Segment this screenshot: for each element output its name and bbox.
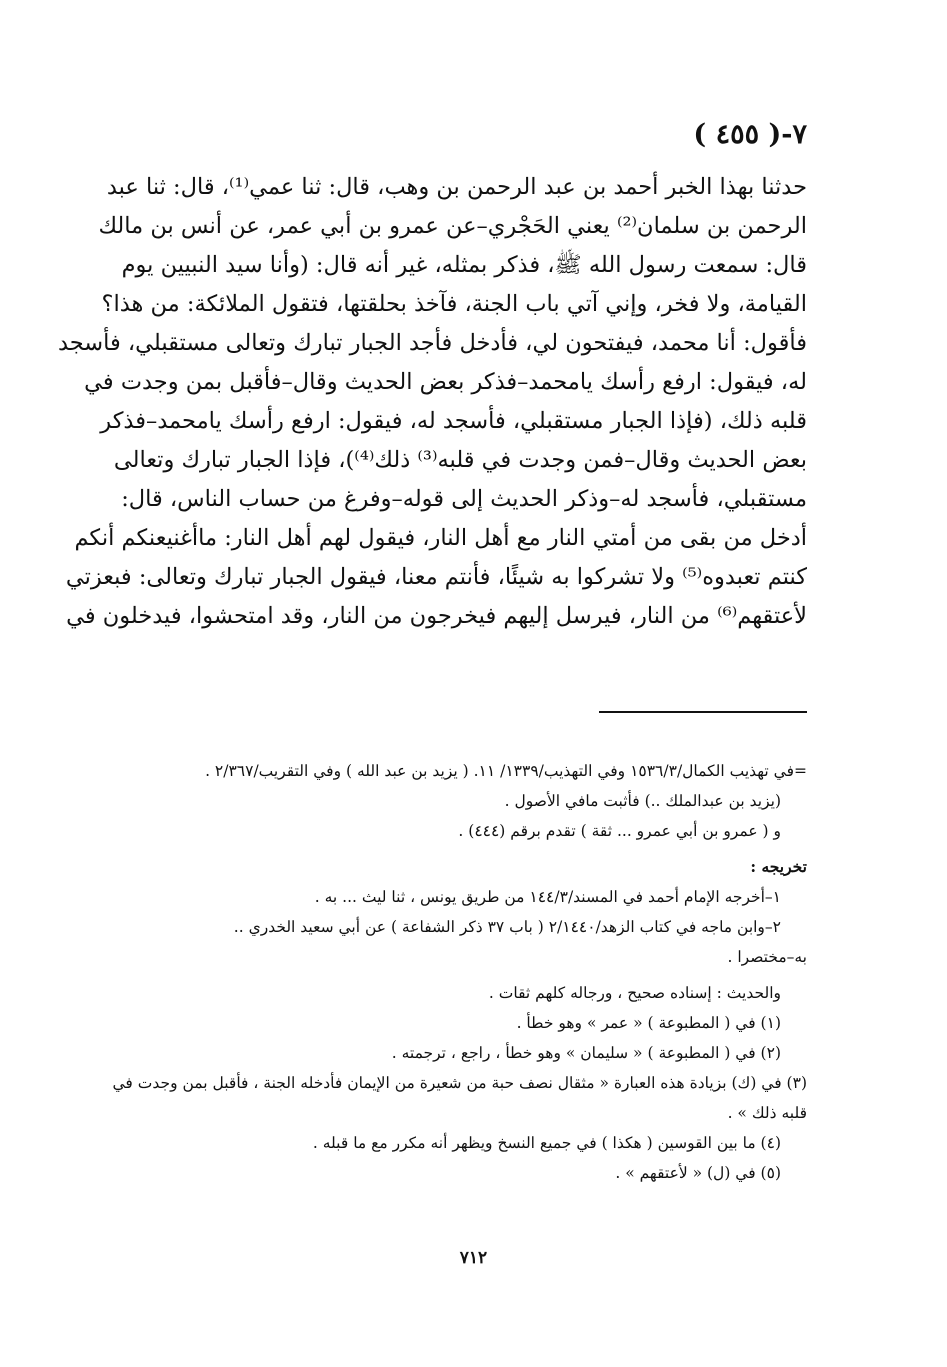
footnote-item-4: (٤) ما بين القوسين ( هكذا ) في جميع النسخ ويظهر أنه مكرر مع ما قبله .: [312, 1134, 781, 1152]
main-text-line: قال: سمعت رسول الله ﷺ، فذكر بمثله، غير أنه قال: (وأنا سيد النبيين يوم: [121, 252, 807, 278]
footnote-line: و ( عمرو بن أبي عمرو ... ثقة ) تقدم برقم (٤٤٤) .: [458, 822, 781, 840]
main-text-line: القيامة، ولا فخر، وإني آتي باب الجنة، فآخذ بحلقتها، فتقول الملائكة: من هذا؟: [101, 291, 807, 317]
footnote-line: به–مختصرا .: [727, 948, 807, 966]
footnote-line: ١–أخرجه الإمام أحمد في المسند/١٤٤/٣ من طريق يونس ، ثنا ليث ... به .: [314, 888, 781, 906]
footnote-line: ٢–وابن ماجه في كتاب الزهد/٢/١٤٤٠ ( باب ٣٧ ذكر الشفاعة ) عن أبي سعيد الخدري ..: [233, 918, 781, 936]
main-text-block: [57, 168, 807, 636]
footnote-separator: [599, 711, 807, 713]
main-text-line: الرحمن بن سلمان⁽²⁾ يعني الحَجْري–عن عمرو بن أبي عمر، عن أنس بن مالك: [98, 213, 807, 239]
hadith-number-heading: ٧-( ٤٥٥ ): [693, 119, 807, 150]
footnote-item-2: (٢) في ( المطبوعة ) « سليمان » وهو خطأ ، راجع ، ترجمته .: [391, 1044, 781, 1062]
page-number: ٧١٢: [459, 1248, 488, 1268]
main-text-line: كنتم تعبدوه⁽⁵⁾ ولا تشركوا به شيئًا، فأنتم معنا، فيقول الجبار تبارك وتعالى: فبعزتي: [65, 564, 807, 590]
main-text-line: أدخل من بقى من أمتي النار مع أهل النار، فيقول لهم أهل النار: ماأغنيعنكم أنكم: [74, 525, 807, 551]
main-text-line: بعض الحديث وقال–فمن وجدت في قلبه⁽³⁾ ذلك⁽⁴⁾)، فإذا الجبار تبارك وتعالى: [113, 447, 807, 473]
footnote-line: =في تهذيب الكمال/١٥٣٦/٣ وفي التهذيب/١٣٣٩/ ١١. ( يزيد بن عبد الله ) وفي التقريب/٢/٣٦٧ .: [205, 762, 807, 780]
main-text-line: حدثنا بهذا الخبر أحمد بن عبد الرحمن بن وهب، قال: ثنا عمي⁽¹⁾، قال: ثنا عبد: [106, 174, 807, 200]
footnotes-block: [112, 756, 807, 1188]
footnote-item-5: (٥) في (ل) « لأعتقهم » .: [615, 1164, 781, 1182]
footnote-line: قلبه ذلك » .: [727, 1104, 807, 1122]
footnote-line: (يزيد بن عبدالملك ..) فأثبت مافي الأصول .: [504, 792, 781, 810]
main-text-line: قلبه ذلك، (فإذا الجبار مستقبلي، فأسجد له، فيقول: ارفع رأسك يامحمد–فذكر: [100, 408, 807, 434]
main-text-line: فأقول: أنا محمد، فيفتحون لي، فأدخل فأجد الجبار تبارك وتعالى مستقبلي، فأسجد: [57, 330, 807, 356]
takhrij-heading: تخريجه :: [750, 857, 807, 876]
main-text-line: له، فيقول: ارفع رأسك يامحمد–فذكر بعض الحديث وقال–فأقبل بمن وجدت في: [84, 369, 807, 395]
footnote-item-3: (٣) في (ك) بزيادة هذه العبارة « مثقال نصف حبة من شعيرة من الإيمان فأدخله الجنة ، فأقبل بمن وجدت في: [112, 1074, 807, 1092]
main-text-line: لأعتقهم⁽⁶⁾ من النار، فيرسل إليهم فيخرجون من النار، وقد امتحشوا، فيدخلون في: [66, 603, 807, 629]
main-text-line: مستقبلي، فأسجد له–وذكر الحديث إلى قوله–وفرغ من حساب الناس، قال:: [121, 486, 807, 512]
footnote-line: والحديث : إسناده صحيح ، ورجاله كلهم ثقات .: [488, 984, 781, 1002]
footnote-item-1: (١) في ( المطبوعة ) « عمر » وهو خطأ .: [516, 1014, 781, 1032]
